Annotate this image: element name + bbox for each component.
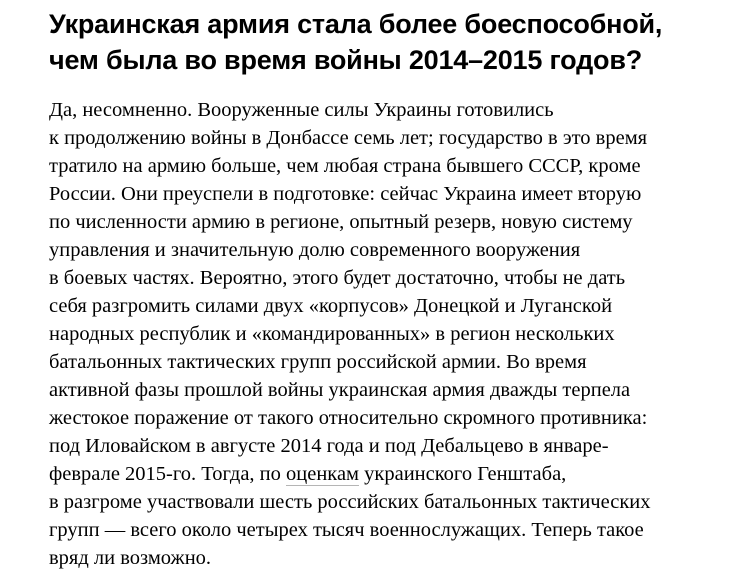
paragraph-line: вряд ли возможно. (49, 547, 212, 569)
paragraph-line: под Иловайском в августе 2014 года и под Дебальцево в январе- (49, 435, 609, 457)
paragraph-line: активной фазы прошлой войны украинская армия дважды терпела (49, 379, 631, 401)
paragraph-line-with-link (49, 460, 749, 488)
paragraph-line: себя разгромить силами двух «корпусов» Донецкой и Луганской (49, 295, 613, 317)
paragraph-line: групп — всего около четырех тысяч военнослужащих. Теперь такое (49, 519, 644, 541)
article-headline (49, 6, 749, 78)
paragraph-line: управления и значительную долю современного вооружения (49, 239, 581, 261)
paragraph-line: по численности армию в регионе, опытный резерв, новую систему (49, 211, 633, 233)
paragraph-line: России. Они преуспели в подготовке: сейчас Украина имеет вторую (49, 183, 642, 205)
headline-line: Украинская армия стала более боеспособной, (49, 9, 663, 39)
paragraph-line: к продолжению войны в Донбассе семь лет; государство в это время (49, 127, 648, 149)
link-prefix-text: феврале 2015-го. Тогда, по (49, 463, 287, 485)
paragraph-line: жестокое поражение от такого относительно скромного противника: (49, 407, 648, 429)
paragraph-line: в разгроме участвовали шесть российских батальонных тактических (49, 491, 651, 513)
paragraph-line: тратило на армию больше, чем любая страна бывшего СССР, кроме (49, 155, 641, 177)
estimates-link[interactable]: оценкам (286, 463, 360, 485)
paragraph-line: народных республик и «командированных» в регион нескольких (49, 323, 615, 345)
link-suffix-text: украинского Генштаба, (359, 463, 567, 485)
paragraph-line: батальонных тактических групп российской армии. Во время (49, 351, 587, 373)
paragraph-line: Да, несомненно. Вооруженные силы Украины готовились (49, 99, 554, 121)
article-paragraph (49, 96, 749, 572)
headline-line: чем была во время войны 2014–2015 годов? (49, 45, 643, 75)
paragraph-line: в боевых частях. Вероятно, этого будет достаточно, чтобы не дать (49, 267, 626, 289)
article (49, 6, 749, 572)
